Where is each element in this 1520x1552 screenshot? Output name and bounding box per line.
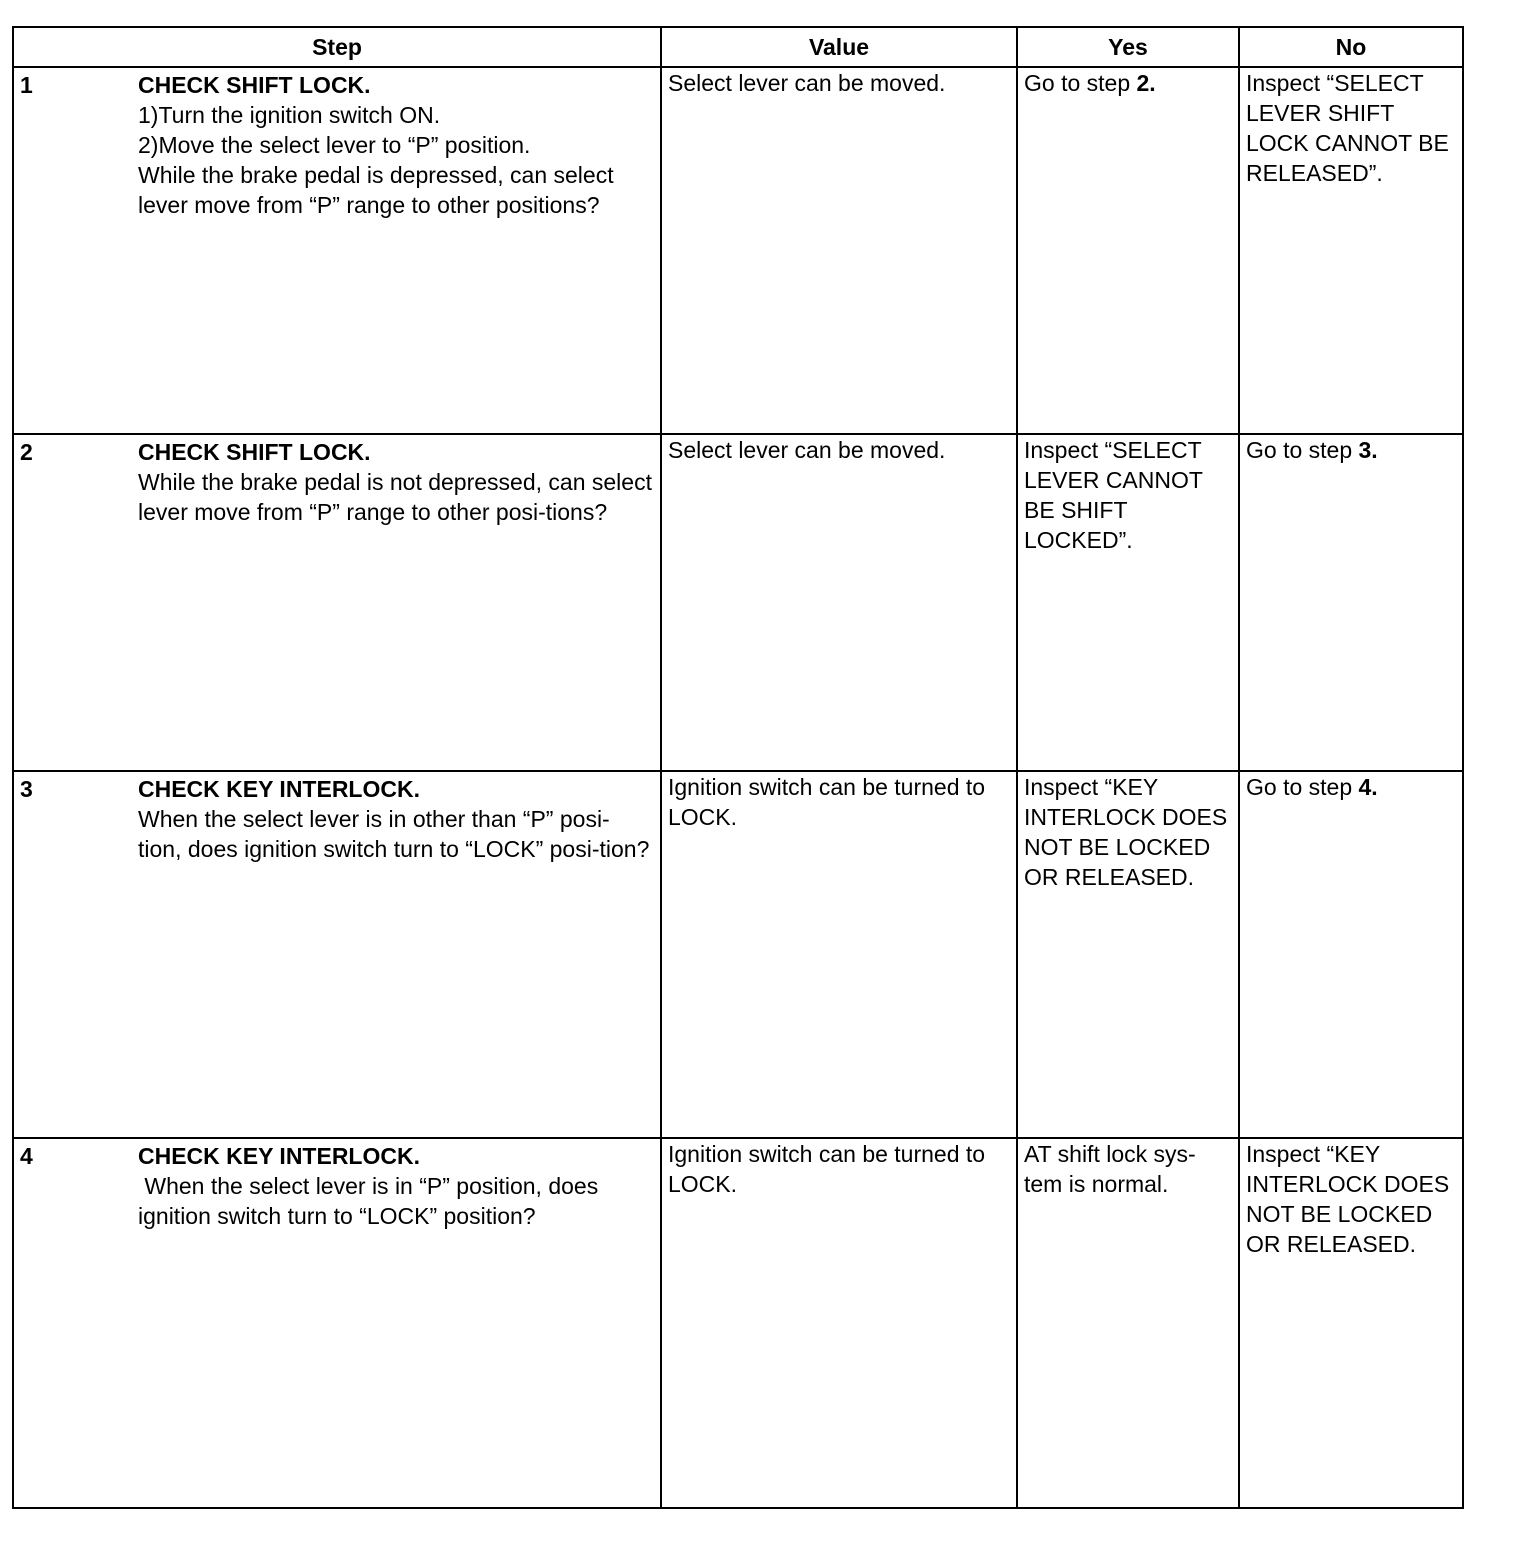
step-question: While the brake pedal is not depressed, can select lever move from “P” range to other posi-tions?	[138, 469, 652, 525]
step-cell	[13, 771, 661, 1138]
step-title: CHECK SHIFT LOCK.	[138, 439, 371, 465]
yes-text: Inspect “KEY INTERLOCK DOES NOT BE LOCKED OR RELEASED.	[1024, 774, 1228, 890]
step-question: When the select lever is in “P” position, does ignition switch turn to “LOCK” position?	[138, 1173, 605, 1229]
step-description	[14, 68, 660, 220]
no-text: Go to step	[1246, 437, 1359, 463]
step-number: 4	[20, 1143, 33, 1169]
table-row	[13, 1138, 1463, 1508]
yes-column-header: Yes	[1017, 27, 1239, 67]
step-instruction: 2)Move the select lever to “P” position.	[138, 132, 531, 158]
yes-action	[1024, 1139, 1232, 1199]
value-text: Select lever can be moved.	[668, 70, 946, 96]
step-column-header: Step	[13, 27, 661, 67]
no-text: Inspect “SELECT LEVER SHIFT LOCK CANNOT BE RELEASED”.	[1246, 70, 1449, 186]
step-question: When the select lever is in other than “P” posi-tion, does ignition switch turn to “LOCK” posi-tion?	[138, 806, 650, 862]
no-action	[1246, 1139, 1456, 1259]
yes-cell	[1017, 434, 1239, 771]
no-step-ref: 4.	[1358, 774, 1378, 800]
yes-action	[1024, 435, 1232, 555]
no-action	[1246, 68, 1456, 188]
no-cell	[1239, 1138, 1463, 1508]
value-text: Ignition switch can be turned to LOCK.	[668, 774, 986, 830]
table-row	[13, 434, 1463, 771]
step-title: CHECK SHIFT LOCK.	[138, 72, 371, 98]
value-cell	[661, 771, 1017, 1138]
no-action	[1246, 435, 1456, 465]
no-cell	[1239, 434, 1463, 771]
value-column-header: Value	[661, 27, 1017, 67]
yes-cell	[1017, 67, 1239, 434]
table-row	[13, 67, 1463, 434]
no-text: Go to step	[1246, 774, 1359, 800]
table-row	[13, 771, 1463, 1138]
step-number: 1	[20, 72, 33, 98]
step-question: While the brake pedal is depressed, can select lever move from “P” range to other positions?	[138, 162, 614, 218]
step-title: CHECK KEY INTERLOCK.	[138, 1143, 420, 1169]
value-text: Select lever can be moved.	[668, 437, 946, 463]
yes-text: AT shift lock sys-tem is normal.	[1024, 1141, 1196, 1197]
no-column-header: No	[1239, 27, 1463, 67]
step-cell	[13, 1138, 661, 1508]
step-cell	[13, 67, 661, 434]
no-step-ref: 3.	[1358, 437, 1378, 463]
step-number: 2	[20, 439, 33, 465]
no-cell	[1239, 67, 1463, 434]
yes-cell	[1017, 1138, 1239, 1508]
step-description	[14, 772, 660, 864]
yes-action	[1024, 772, 1232, 892]
step-title: CHECK KEY INTERLOCK.	[138, 776, 420, 802]
step-description	[14, 1139, 660, 1231]
yes-step-ref: 2.	[1136, 70, 1156, 96]
header-row	[13, 27, 1463, 67]
step-description	[14, 435, 660, 527]
value-cell	[661, 1138, 1017, 1508]
step-instruction: 1)Turn the ignition switch ON.	[138, 102, 441, 128]
value-text: Ignition switch can be turned to LOCK.	[668, 1141, 986, 1197]
yes-cell	[1017, 771, 1239, 1138]
no-text: Inspect “KEY INTERLOCK DOES NOT BE LOCKED OR RELEASED.	[1246, 1141, 1450, 1257]
diagnostic-table	[12, 26, 1464, 1509]
yes-text: Go to step	[1024, 70, 1137, 96]
yes-action	[1024, 68, 1232, 98]
yes-text: Inspect “SELECT LEVER CANNOT BE SHIFT LOCKED”.	[1024, 437, 1203, 553]
step-cell	[13, 434, 661, 771]
no-action	[1246, 772, 1456, 802]
step-number: 3	[20, 776, 33, 802]
no-cell	[1239, 771, 1463, 1138]
value-cell	[661, 434, 1017, 771]
value-cell	[661, 67, 1017, 434]
